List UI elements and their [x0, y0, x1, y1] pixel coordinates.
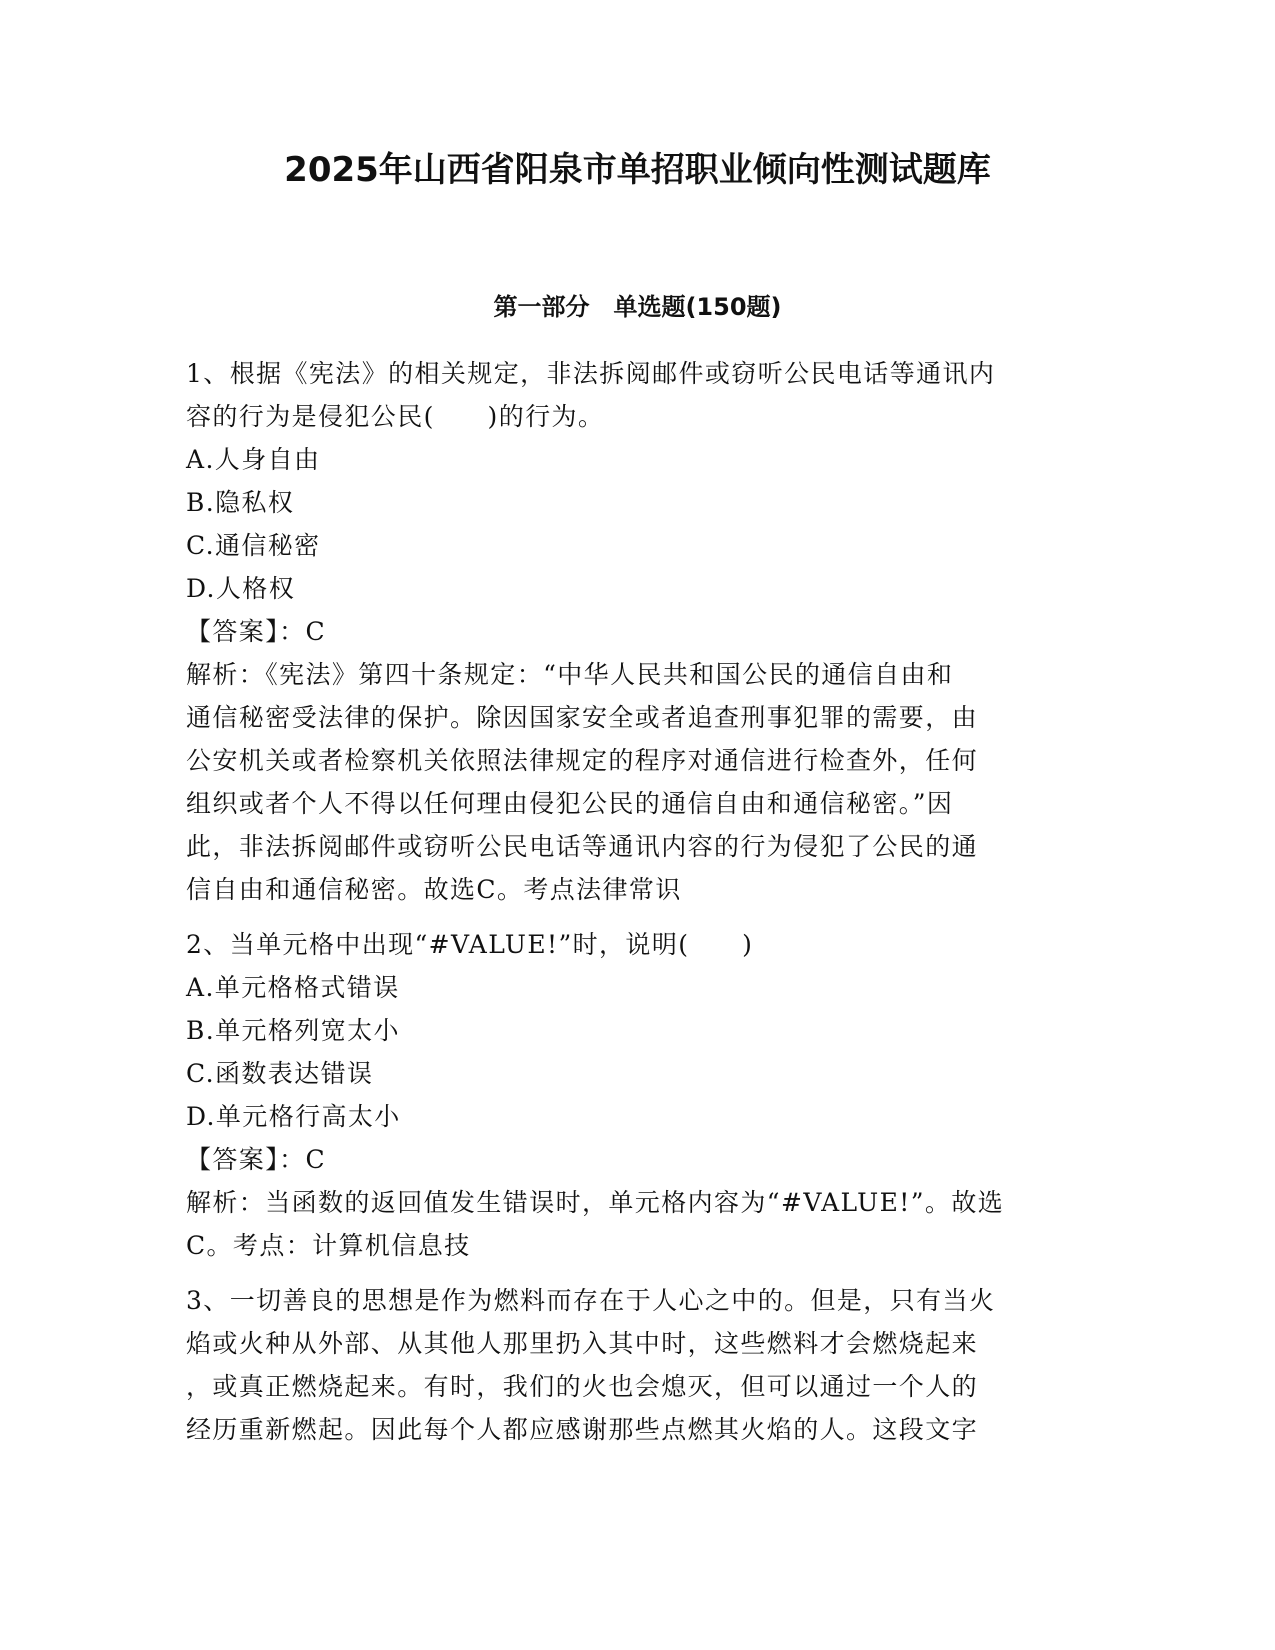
answer: 【答案】：C — [186, 1145, 327, 1174]
option-b: B.隐私权 — [186, 488, 295, 517]
spacer — [186, 1267, 1086, 1279]
question-2 — [186, 923, 1086, 1267]
question-stem-line: ，或真正燃烧起来。有时，我们的火也会熄灭，但可以通过一个人的 — [186, 1372, 979, 1401]
option-c: C.通信秘密 — [186, 531, 321, 560]
analysis-line: 通信秘密受法律的保护。除因国家安全或者追查刑事犯罪的需要，由 — [186, 703, 979, 732]
analysis-line: 组织或者个人不得以任何理由侵犯公民的通信自由和通信秘密。”因 — [186, 789, 954, 818]
analysis-line: 公安机关或者检察机关依照法律规定的程序对通信进行检查外，任何 — [186, 746, 979, 775]
answer: 【答案】：C — [186, 617, 327, 646]
option-d: D.人格权 — [186, 574, 296, 603]
option-c: C.函数表达错误 — [186, 1059, 374, 1088]
analysis-line: C。考点：计算机信息技 — [186, 1231, 471, 1260]
analysis-line: 解析：《宪法》第四十条规定：“中华人民共和国公民的通信自由和 — [186, 660, 954, 689]
question-1 — [186, 352, 1086, 911]
question-stem-line: 容的行为是侵犯公民( )的行为。 — [186, 402, 605, 431]
document-title: 2025年山西省阳泉市单招职业倾向性测试题库 — [284, 150, 991, 190]
question-list — [186, 352, 1086, 1451]
spacer — [186, 911, 1086, 923]
question-stem-line: 焰或火种从外部、从其他人那里扔入其中时，这些燃料才会燃烧起来 — [186, 1329, 979, 1358]
question-stem-line: 1、根据《宪法》的相关规定，非法拆阅邮件或窃听公民电话等通讯内 — [186, 359, 996, 388]
analysis-line: 解析：当函数的返回值发生错误时，单元格内容为“#VALUE!”。故选 — [186, 1188, 1005, 1217]
option-a: A.人身自由 — [186, 445, 321, 474]
option-d: D.单元格行高太小 — [186, 1102, 401, 1131]
question-stem-line: 2、当单元格中出现“#VALUE!”时，说明( ) — [186, 930, 754, 959]
question-3 — [186, 1279, 1086, 1451]
analysis-line: 信自由和通信秘密。故选C。考点法律常识 — [186, 875, 682, 904]
question-stem-line: 3、一切善良的思想是作为燃料而存在于人心之中的。但是，只有当火 — [186, 1286, 996, 1315]
section-title: 第一部分 单选题(150题) — [493, 293, 782, 321]
option-b: B.单元格列宽太小 — [186, 1016, 400, 1045]
analysis-line: 此，非法拆阅邮件或窃听公民电话等通讯内容的行为侵犯了公民的通 — [186, 832, 979, 861]
question-stem-line: 经历重新燃起。因此每个人都应感谢那些点燃其火焰的人。这段文字 — [186, 1415, 979, 1444]
option-a: A.单元格格式错误 — [186, 973, 400, 1002]
